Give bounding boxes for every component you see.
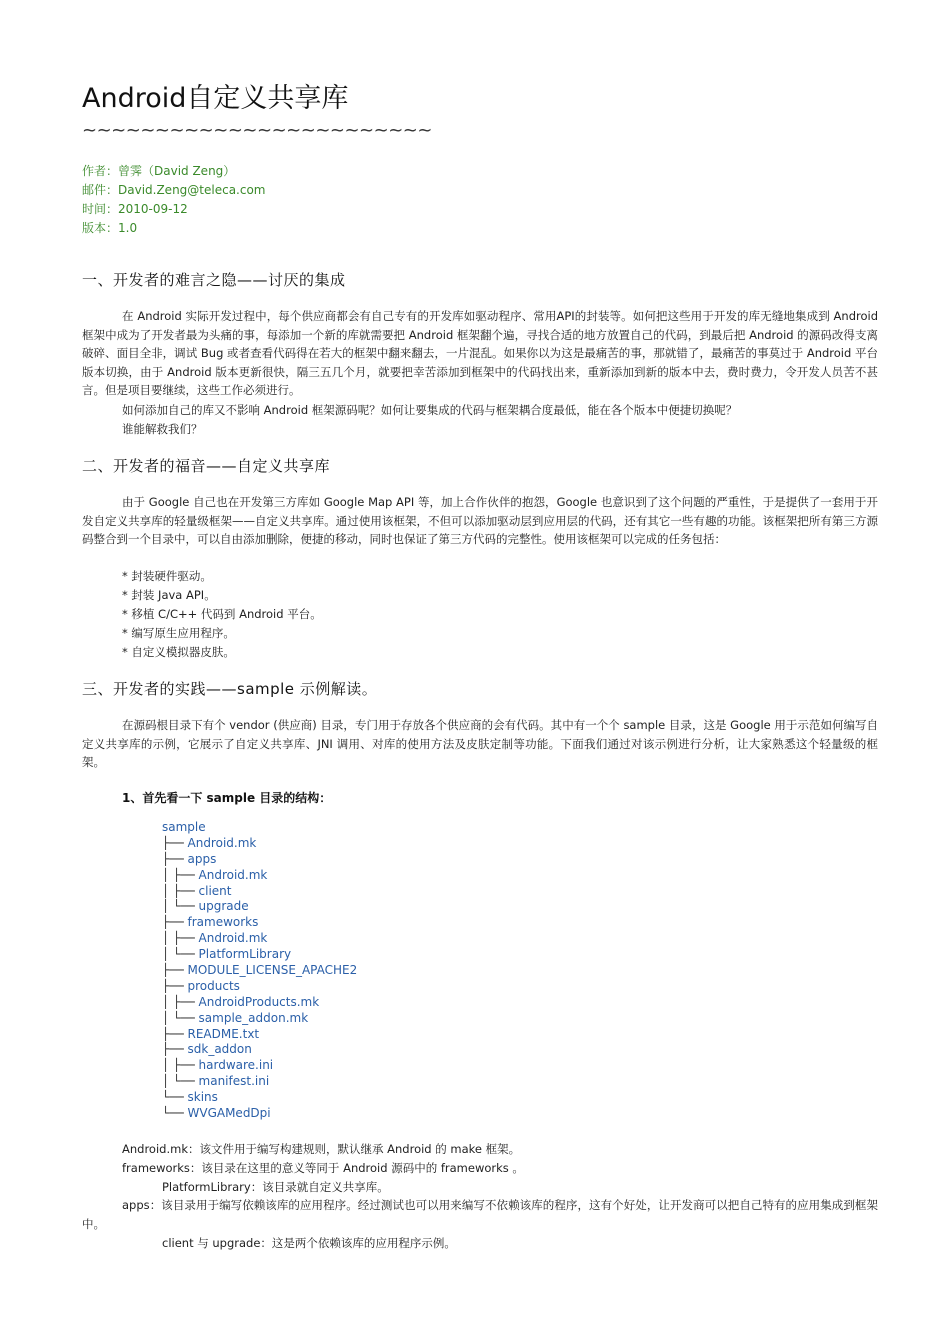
tree-row xyxy=(162,899,357,915)
tree-entry-name: PlatformLibrary xyxy=(198,947,292,962)
tree-branch: │ └── xyxy=(162,1010,199,1025)
tree-row xyxy=(162,1027,357,1043)
tree-row xyxy=(162,1090,357,1106)
tree-branch: └── xyxy=(162,1090,188,1105)
title-underline: ~~~~~~~~~~~~~~~~~~~~~~~~ xyxy=(82,120,432,141)
tree-branch: │ ├── xyxy=(162,883,199,898)
tree-row xyxy=(162,979,357,995)
section-1-question-2: 谁能解救我们？ xyxy=(122,422,203,436)
desc-frameworks: frameworks：该目录在这里的意义等同于 Android 源码中的 frameworks 。 xyxy=(122,1161,524,1175)
tree-row xyxy=(162,947,357,963)
tree-branch: ├── xyxy=(162,1042,188,1057)
tree-branch: ├── xyxy=(162,1026,188,1041)
tree-entry-name: manifest.ini xyxy=(198,1074,270,1089)
tree-branch: │ └── xyxy=(162,899,199,914)
tree-entry-name: sample xyxy=(162,820,206,834)
tree-row xyxy=(162,1042,357,1058)
document-title: Android自定义共享库 xyxy=(82,83,349,114)
tree-entry-name: Android.mk xyxy=(187,835,257,850)
document-meta xyxy=(82,162,266,238)
list-item: * 封装硬件驱动。 xyxy=(122,569,212,583)
tree-entry-name: WVGAMedDpi xyxy=(187,1106,271,1121)
directory-tree xyxy=(162,820,357,1122)
section-2-heading: 二、开发者的福音——自定义共享库 xyxy=(82,457,331,475)
list-item: * 编写原生应用程序。 xyxy=(122,626,235,640)
tree-row xyxy=(162,1058,357,1074)
tree-branch: │ └── xyxy=(162,947,199,962)
section-1-question: 如何添加自己的库又不影响 Android 框架源码呢？如何让要集成的代码与框架耦合度最低，能在各个版本中便捷切换呢？ xyxy=(122,403,738,417)
tree-branch: ├── xyxy=(162,835,188,850)
list-item: * 自定义模拟器皮肤。 xyxy=(122,645,235,659)
tree-row xyxy=(162,836,357,852)
tree-row xyxy=(162,820,357,836)
tree-row xyxy=(162,868,357,884)
tree-entry-name: Android.mk xyxy=(198,931,268,946)
meta-email: 邮件：David.Zeng@teleca.com xyxy=(82,183,266,197)
tree-row xyxy=(162,1074,357,1090)
tree-entry-name: products xyxy=(187,978,240,993)
tree-entry-name: Android.mk xyxy=(198,867,268,882)
tree-row xyxy=(162,963,357,979)
tree-entry-name: client xyxy=(198,883,232,898)
tree-branch: │ ├── xyxy=(162,931,199,946)
meta-date: 时间：2010-09-12 xyxy=(82,202,188,216)
tree-entry-name: README.txt xyxy=(187,1026,260,1041)
tree-branch: ├── xyxy=(162,963,188,978)
section-1-paragraph: 在 Android 实际开发过程中，每个供应商都会有自己专有的开发库如驱动程序、常用API的封装等。如何把这些用于开发的库无缝地集成到 Android 框架中成为了开发者最为头痛的事，每添加一个新的库就需要把 Android 框架翻个遍，寻找合适的地方放置自己的代码，到最后把 Android 的源码改得支离破碎、面目全非，调试 Bug 或者查看代码得在若大的框架中翻来翻去，一片混乱。如果你以为这是最痛苦的事，那就错了，最痛苦的事莫过于 Android 平台版本切换，由于 Android 版本更新很快，隔三五几个月，就要把幸苦添加到框架中的代码找出来，重新添加到新的版本中去，费时费力，令开发人员苦不甚言。但是项目要继续，这些工作必须进行。 xyxy=(82,309,878,398)
desc-apps: apps：该目录用于编写依赖该库的应用程序。经过测试也可以用来编写不依赖该库的程序，这有个好处，让开发商可以把自己特有的应用集成到框架中。 xyxy=(82,1198,878,1231)
tree-entry-name: AndroidProducts.mk xyxy=(198,994,320,1009)
tree-branch: │ ├── xyxy=(162,1058,199,1073)
list-item: * 移植 C/C++ 代码到 Android 平台。 xyxy=(122,607,322,621)
meta-version: 版本：1.0 xyxy=(82,221,138,235)
list-item: * 封装 Java API。 xyxy=(122,588,216,602)
tree-entry-name: frameworks xyxy=(187,915,259,930)
tree-entry-name: sample_addon.mk xyxy=(198,1010,309,1025)
tree-row xyxy=(162,1011,357,1027)
tree-branch: │ ├── xyxy=(162,994,199,1009)
tree-row xyxy=(162,852,357,868)
meta-author: 作者：曾霁（David Zeng） xyxy=(82,164,236,178)
desc-client-upgrade: client 与 upgrade：这是两个依赖该库的应用程序示例。 xyxy=(162,1236,456,1250)
tree-row xyxy=(162,884,357,900)
section-3-paragraph: 在源码根目录下有个 vendor (供应商) 目录，专门用于存放各个供应商的会有代码。其中有一个个 sample 目录，这是 Google 用于示范如何编写自定义共享库的示例，它展示了自定义共享库、JNI 调用、对库的使用方法及皮肤定制等功能。下面我们通过对该示例进行分析，让大家熟悉这个轻量级的框架。 xyxy=(82,718,878,770)
tree-row xyxy=(162,931,357,947)
tree-entry-name: apps xyxy=(187,851,217,866)
tree-branch: └── xyxy=(162,1106,188,1121)
tree-branch: ├── xyxy=(162,978,188,993)
tree-branch: │ ├── xyxy=(162,867,199,882)
section-3-subheading: 1、首先看一下 sample 目录的结构： xyxy=(122,791,332,805)
section-1-heading: 一、开发者的难言之隐——讨厌的集成 xyxy=(82,271,346,289)
tree-row xyxy=(162,915,357,931)
tree-entry-name: skins xyxy=(187,1090,218,1105)
section-3-heading: 三、开发者的实践——sample 示例解读。 xyxy=(82,680,378,698)
tree-entry-name: sdk_addon xyxy=(187,1042,252,1057)
tree-row xyxy=(162,1106,357,1122)
tree-entry-name: hardware.ini xyxy=(198,1058,274,1073)
tree-row xyxy=(162,995,357,1011)
tree-branch: ├── xyxy=(162,915,188,930)
tree-branch: ├── xyxy=(162,851,188,866)
desc-platform-library: PlatformLibrary：该目录就自定义共享库。 xyxy=(162,1180,389,1194)
tree-entry-name: MODULE_LICENSE_APACHE2 xyxy=(187,963,358,978)
tree-entry-name: upgrade xyxy=(198,899,249,914)
desc-android-mk: Android.mk：该文件用于编写构建规则，默认继承 Android 的 make 框架。 xyxy=(122,1142,521,1156)
tree-branch: │ └── xyxy=(162,1074,199,1089)
section-2-paragraph: 由于 Google 自己也在开发第三方库如 Google Map API 等，加上合作伙伴的抱怨，Google 也意识到了这个问题的严重性，于是提供了一套用于开发自定义共享库的轻量级框架——自定义共享库。通过使用该框架，不但可以添加驱动层到应用层的代码，还有其它一些有趣的功能。该框架把所有第三方源码整合到一个目录中，可以自由添加删除，便捷的移动，同时也保证了第三方代码的完整性。使用该框架可以完成的任务包括： xyxy=(82,495,878,547)
